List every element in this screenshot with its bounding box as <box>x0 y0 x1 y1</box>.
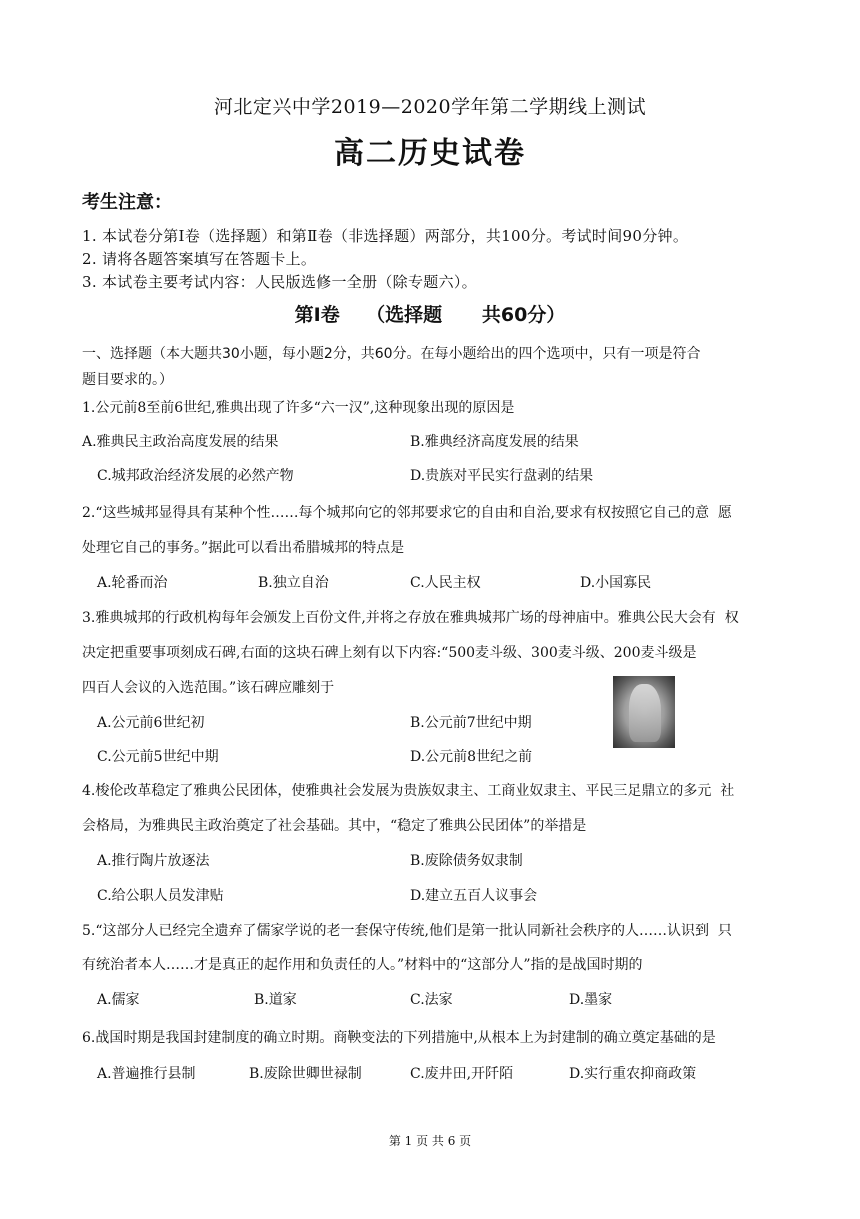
q3-option-c: C.公元前5世纪中期 <box>97 749 219 765</box>
q1-option-d: D.贵族对平民实行盘剥的结果 <box>410 468 594 484</box>
q3-option-d: D.公元前8世纪之前 <box>410 749 533 765</box>
stone-stele-image <box>613 676 675 748</box>
q5-option-b: B.道家 <box>254 992 297 1008</box>
q5-option-d: D.墨家 <box>569 992 613 1008</box>
q2-stem-line1: 2.“这些城邦显得具有某种个性……每个城邦向它的邻邦要求它的自由和自治,要求有权按照它自己的意 愿 <box>82 505 732 521</box>
q3-option-b: B.公元前7世纪中期 <box>410 715 532 731</box>
q3-option-a: A.公元前6世纪初 <box>97 715 205 731</box>
school-line: 河北定兴中学2019—2020学年第二学期线上测试 <box>213 96 647 118</box>
q5-stem-line1: 5.“这部分人已经完全遗弃了儒家学说的老一套保守传统,他们是第一批认同新社会秩序的人……认识到 只 <box>82 923 732 939</box>
q3-stem-line2: 决定把重要事项刻成石碑,右面的这块石碑上刻有以下内容:“500麦斗级、300麦斗级、200麦斗级是 <box>82 645 697 661</box>
notice-item-2: 2. 请将各题答案填写在答题卡上。 <box>82 250 317 268</box>
q6-option-a: A.普遍推行县制 <box>97 1066 196 1082</box>
notice-item-1: 1. 本试卷分第Ⅰ卷（选择题）和第Ⅱ卷（非选择题）两部分，共100分。考试时间90分钟。 <box>82 227 689 245</box>
q6-option-d: D.实行重农抑商政策 <box>569 1066 697 1082</box>
q5-option-a: A.儒家 <box>97 992 140 1008</box>
part1-title: 第Ⅰ卷 （选择题 共60分） <box>294 304 566 326</box>
q6-stem: 6.战国时期是我国封建制度的确立时期。商鞅变法的下列措施中,从根本上为封建制的确立奠定基础的是 <box>82 1030 716 1046</box>
q1-option-c: C.城邦政治经济发展的必然产物 <box>97 468 294 484</box>
q2-option-c: C.人民主权 <box>410 575 481 591</box>
part1-instruction-line1: 一、选择题（本大题共30小题，每小题2分，共60分。在每小题给出的四个选项中，只有一项是符合 <box>82 346 701 362</box>
notice-heading: 考生注意： <box>82 192 172 213</box>
q1-option-b: B.雅典经济高度发展的结果 <box>410 434 579 450</box>
q2-option-a: A.轮番而治 <box>97 575 168 591</box>
q1-option-a: A.雅典民主政治高度发展的结果 <box>82 434 279 450</box>
stele-figure <box>629 684 661 742</box>
q4-stem-line2: 会格局，为雅典民主政治奠定了社会基础。其中，“稳定了雅典公民团体”的举措是 <box>82 818 587 834</box>
q4-option-c: C.给公职人员发津贴 <box>97 888 224 904</box>
page-number: 第 1 页 共 6 页 <box>388 1134 472 1148</box>
q6-option-c: C.废井田,开阡陌 <box>410 1066 514 1082</box>
q5-stem-line2: 有统治者本人……才是真正的起作用和负责任的人。”材料中的“这部分人”指的是战国时期的 <box>82 957 643 973</box>
q3-stem-line1: 3.雅典城邦的行政机构每年会颁发上百份文件,并将之存放在雅典城邦广场的母神庙中。雅典公民大会有 权 <box>82 610 739 626</box>
q2-option-b: B.独立自治 <box>258 575 329 591</box>
q5-option-c: C.法家 <box>410 992 453 1008</box>
part1-instruction-line2: 题目要求的。） <box>82 372 173 388</box>
q4-option-a: A.推行陶片放逐法 <box>97 853 210 869</box>
q4-stem-line1: 4.梭伦改革稳定了雅典公民团体，使雅典社会发展为贵族奴隶主、工商业奴隶主、平民三足鼎立的多元 社 <box>82 783 735 799</box>
q2-option-d: D.小国寡民 <box>580 575 652 591</box>
page-title: 高二历史试卷 <box>334 136 526 171</box>
q3-stem-line3: 四百人会议的入选范围。”该石碑应雕刻于 <box>82 680 335 696</box>
q2-stem-line2: 处理它自己的事务。”据此可以看出希腊城邦的特点是 <box>82 540 405 556</box>
q4-option-d: D.建立五百人议事会 <box>410 888 538 904</box>
q1-stem: 1.公元前8至前6世纪,雅典出现了许多“六一汉”,这种现象出现的原因是 <box>82 400 515 416</box>
q6-option-b: B.废除世卿世禄制 <box>249 1066 362 1082</box>
notice-item-3: 3. 本试卷主要考试内容：人民版选修一全册（除专题六）。 <box>82 273 477 291</box>
q4-option-b: B.废除债务奴隶制 <box>410 853 523 869</box>
